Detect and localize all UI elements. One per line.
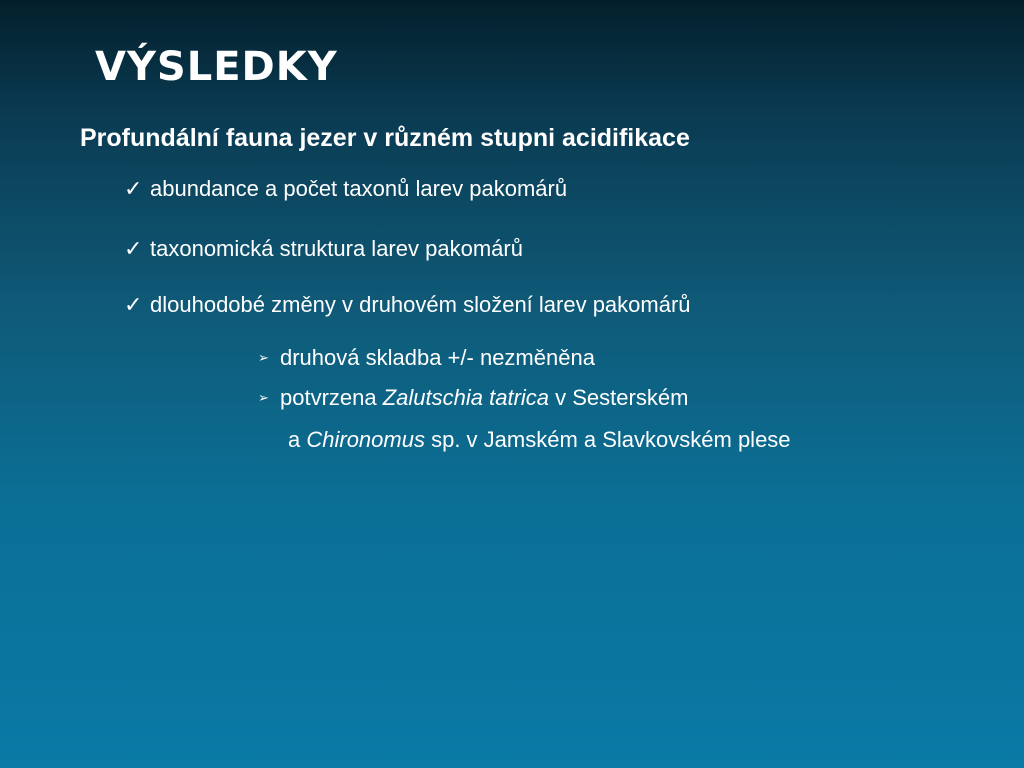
check-list-item — [124, 292, 691, 318]
arrow-item-prefix: potvrzena — [280, 385, 383, 410]
checkmark-icon: ✓ — [124, 293, 143, 318]
checkmark-icon: ✓ — [124, 237, 143, 262]
species-name: Zalutschia tatrica — [382, 385, 550, 410]
arrow-bullet-icon: ➢ — [258, 391, 269, 406]
checkmark-icon: ✓ — [124, 177, 143, 202]
genus-name: Chironomus — [306, 427, 425, 452]
continuation-prefix: a — [288, 427, 307, 452]
slide-title: VÝSLEDKY — [95, 44, 338, 90]
arrow-list-item — [258, 345, 595, 371]
arrow-bullet-icon: ➢ — [258, 351, 269, 366]
arrow-item-text: druhová skladba +/- nezměněna — [280, 345, 595, 370]
check-list-item — [124, 236, 523, 262]
continuation-suffix: sp. v Jamském a Slavkovském plese — [424, 427, 791, 452]
arrow-list-item — [258, 385, 688, 411]
check-list-item — [124, 176, 567, 202]
check-item-text: dlouhodobé změny v druhovém složení larev pakomárů — [150, 292, 691, 317]
check-item-text: taxonomická struktura larev pakomárů — [150, 236, 523, 261]
slide-subtitle: Profundální fauna jezer v různém stupni acidifikace — [80, 124, 690, 152]
check-item-text: abundance a počet taxonů larev pakomárů — [150, 176, 568, 201]
arrow-item-suffix: v Sesterském — [549, 385, 689, 410]
arrow-item-continuation — [288, 427, 791, 453]
